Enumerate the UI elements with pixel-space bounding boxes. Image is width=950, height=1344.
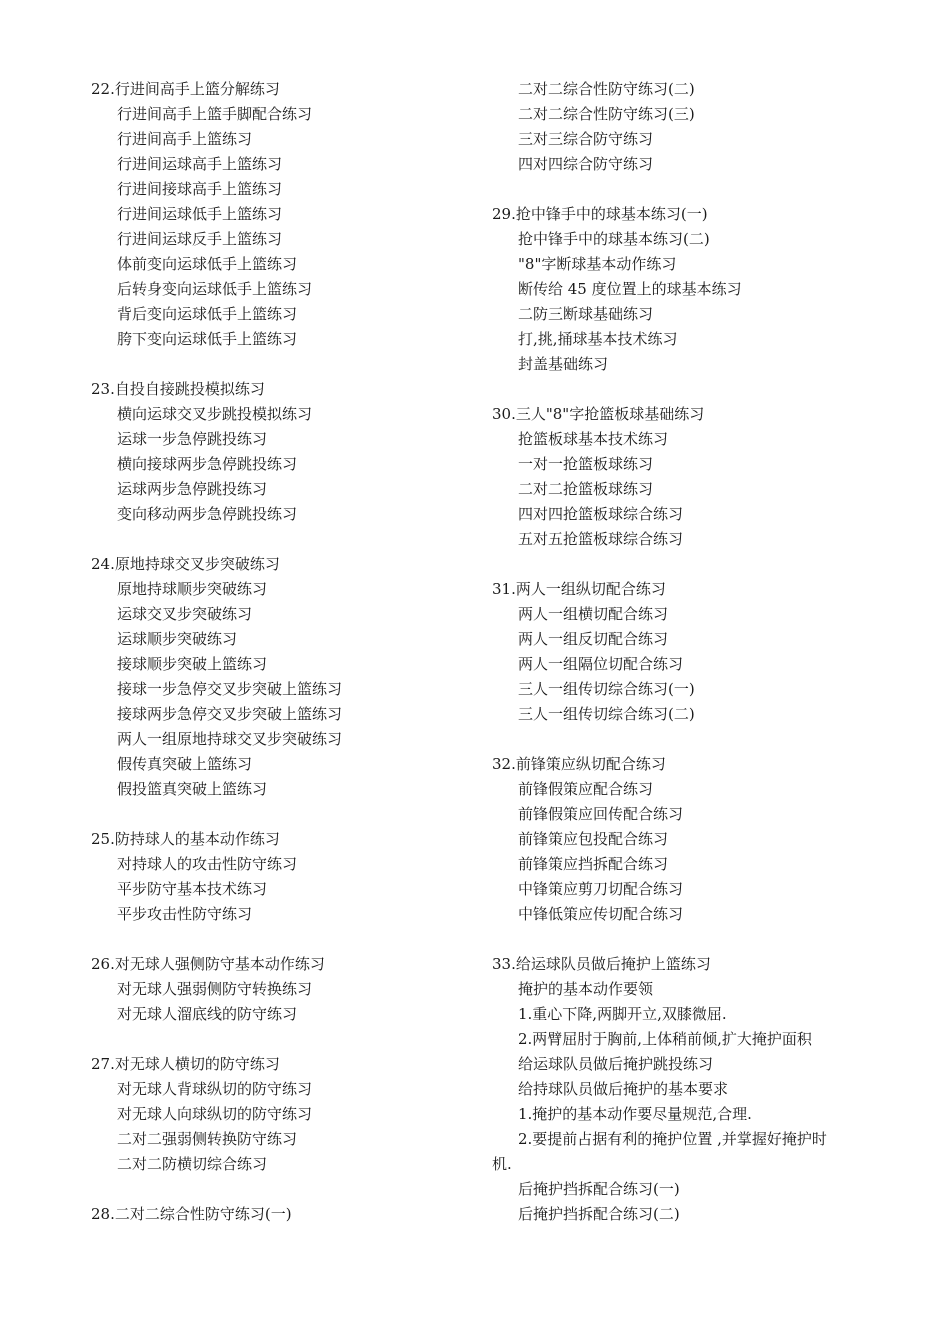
- list-item: 二对二抢篮板球练习: [518, 480, 654, 498]
- section-heading: 23.自投自接跳投模拟练习: [91, 380, 265, 398]
- list-item: 断传给 45 度位置上的球基本练习: [518, 280, 742, 298]
- section-heading: 28.二对二综合性防守练习(一): [91, 1205, 292, 1223]
- list-item: 平步攻击性防守练习: [117, 905, 253, 923]
- list-item: 三人一组传切综合练习(一): [518, 680, 695, 698]
- section-spacer: [91, 527, 471, 552]
- section-heading: 31.两人一组纵切配合练习: [492, 580, 666, 598]
- list-item: 行进间高手上篮练习: [117, 130, 253, 148]
- list-item: 假投篮真突破上篮练习: [117, 780, 268, 798]
- list-item: 胯下变向运球低手上篮练习: [117, 330, 298, 348]
- list-item: 中锋低策应传切配合练习: [518, 905, 684, 923]
- list-item: 假传真突破上篮练习: [117, 755, 253, 773]
- section-spacer: [492, 377, 872, 402]
- list-item: 行进间运球反手上篮练习: [117, 230, 283, 248]
- section-spacer: [91, 802, 471, 827]
- list-item: 行进间运球低手上篮练习: [117, 205, 283, 223]
- section-heading: 26.对无球人强侧防守基本动作练习: [91, 955, 325, 973]
- section-heading: 29.抢中锋手中的球基本练习(一): [492, 205, 708, 223]
- section-heading: 24.原地持球交叉步突破练习: [91, 555, 280, 573]
- list-item: 二对二强弱侧转换防守练习: [117, 1130, 298, 1148]
- list-item: 二防三断球基础练习: [518, 305, 654, 323]
- list-item: 抢篮板球基本技术练习: [518, 430, 669, 448]
- list-item: 对无球人向球纵切的防守练习: [117, 1105, 313, 1123]
- list-item: 两人一组原地持球交叉步突破练习: [117, 730, 343, 748]
- list-item: 抢中锋手中的球基本练习(二): [518, 230, 710, 248]
- list-item: 2.要提前占据有利的掩护位置 ,并掌握好掩护时: [518, 1130, 827, 1148]
- section-spacer: [91, 927, 471, 952]
- list-item: 掩护的基本动作要领: [518, 980, 654, 998]
- list-item: 前锋假策应回传配合练习: [518, 805, 684, 823]
- section-heading: 25.防持球人的基本动作练习: [91, 830, 280, 848]
- section-spacer: [91, 352, 471, 377]
- list-item: 横向接球两步急停跳投练习: [117, 455, 298, 473]
- left-column: [91, 77, 471, 1227]
- list-item: 三人一组传切综合练习(二): [518, 705, 695, 723]
- list-item: 原地持球顺步突破练习: [117, 580, 268, 598]
- list-item: 二对二防横切综合练习: [117, 1155, 268, 1173]
- list-item: 体前变向运球低手上篮练习: [117, 255, 298, 273]
- list-item: 前锋策应包投配合练习: [518, 830, 669, 848]
- list-item: 五对五抢篮板球综合练习: [518, 530, 684, 548]
- section-heading: 27.对无球人横切的防守练习: [91, 1055, 280, 1073]
- section-spacer: [492, 727, 872, 752]
- list-item: 运球顺步突破练习: [117, 630, 238, 648]
- list-item: 封盖基础练习: [518, 355, 609, 373]
- list-item: 一对一抢篮板球练习: [518, 455, 654, 473]
- section-spacer: [492, 927, 872, 952]
- list-item: 2.两臂屈肘于胸前,上体稍前倾,扩大掩护面积: [518, 1030, 812, 1048]
- list-item: 背后变向运球低手上篮练习: [117, 305, 298, 323]
- list-item: 运球交叉步突破练习: [117, 605, 253, 623]
- section-spacer: [492, 552, 872, 577]
- list-item: 两人一组反切配合练习: [518, 630, 669, 648]
- list-item: 横向运球交叉步跳投模拟练习: [117, 405, 313, 423]
- section-spacer: [91, 1027, 471, 1052]
- list-item: 后掩护挡拆配合练习(一): [518, 1180, 680, 1198]
- right-column: [492, 77, 872, 1227]
- list-item: 行进间接球高手上篮练习: [117, 180, 283, 198]
- list-item: 后掩护挡拆配合练习(二): [518, 1205, 680, 1223]
- section-heading: 30.三人"8"字抢篮板球基础练习: [492, 405, 705, 423]
- list-item: "8"字断球基本动作练习: [518, 255, 677, 273]
- list-item: 两人一组横切配合练习: [518, 605, 669, 623]
- section-heading: 22.行进间高手上篮分解练习: [91, 80, 280, 98]
- list-item: 二对二综合性防守练习(三): [518, 105, 695, 123]
- list-item: 对无球人背球纵切的防守练习: [117, 1080, 313, 1098]
- list-item: 两人一组隔位切配合练习: [518, 655, 684, 673]
- section-spacer: [91, 1177, 471, 1202]
- list-item: 行进间高手上篮手脚配合练习: [117, 105, 313, 123]
- list-item: 中锋策应剪刀切配合练习: [518, 880, 684, 898]
- list-item: 对无球人强弱侧防守转换练习: [117, 980, 313, 998]
- list-item: 四对四综合防守练习: [518, 155, 654, 173]
- list-item: 前锋假策应配合练习: [518, 780, 654, 798]
- list-item: 行进间运球高手上篮练习: [117, 155, 283, 173]
- list-item: 1.掩护的基本动作要尽量规范,合理.: [518, 1105, 752, 1123]
- list-item: 运球两步急停跳投练习: [117, 480, 268, 498]
- list-item: 变向移动两步急停跳投练习: [117, 505, 298, 523]
- list-item: 运球一步急停跳投练习: [117, 430, 268, 448]
- list-item: 给持球队员做后掩护的基本要求: [518, 1080, 729, 1098]
- list-item: 对无球人溜底线的防守练习: [117, 1005, 298, 1023]
- list-item: 接球两步急停交叉步突破上篮练习: [117, 705, 343, 723]
- list-item: 打,挑,捅球基本技术练习: [518, 330, 678, 348]
- list-item-continuation: 机.: [492, 1155, 512, 1173]
- list-item: 给运球队员做后掩护跳投练习: [518, 1055, 714, 1073]
- list-item: 二对二综合性防守练习(二): [518, 80, 695, 98]
- list-item: 对持球人的攻击性防守练习: [117, 855, 298, 873]
- list-item: 前锋策应挡拆配合练习: [518, 855, 669, 873]
- section-spacer: [492, 177, 872, 202]
- list-item: 接球一步急停交叉步突破上篮练习: [117, 680, 343, 698]
- list-item: 平步防守基本技术练习: [117, 880, 268, 898]
- list-item: 1.重心下降,两脚开立,双膝微屈.: [518, 1005, 727, 1023]
- list-item: 接球顺步突破上篮练习: [117, 655, 268, 673]
- list-item: 三对三综合防守练习: [518, 130, 654, 148]
- list-item: 四对四抢篮板球综合练习: [518, 505, 684, 523]
- section-heading: 32.前锋策应纵切配合练习: [492, 755, 666, 773]
- list-item: 后转身变向运球低手上篮练习: [117, 280, 313, 298]
- section-heading: 33.给运球队员做后掩护上篮练习: [492, 955, 711, 973]
